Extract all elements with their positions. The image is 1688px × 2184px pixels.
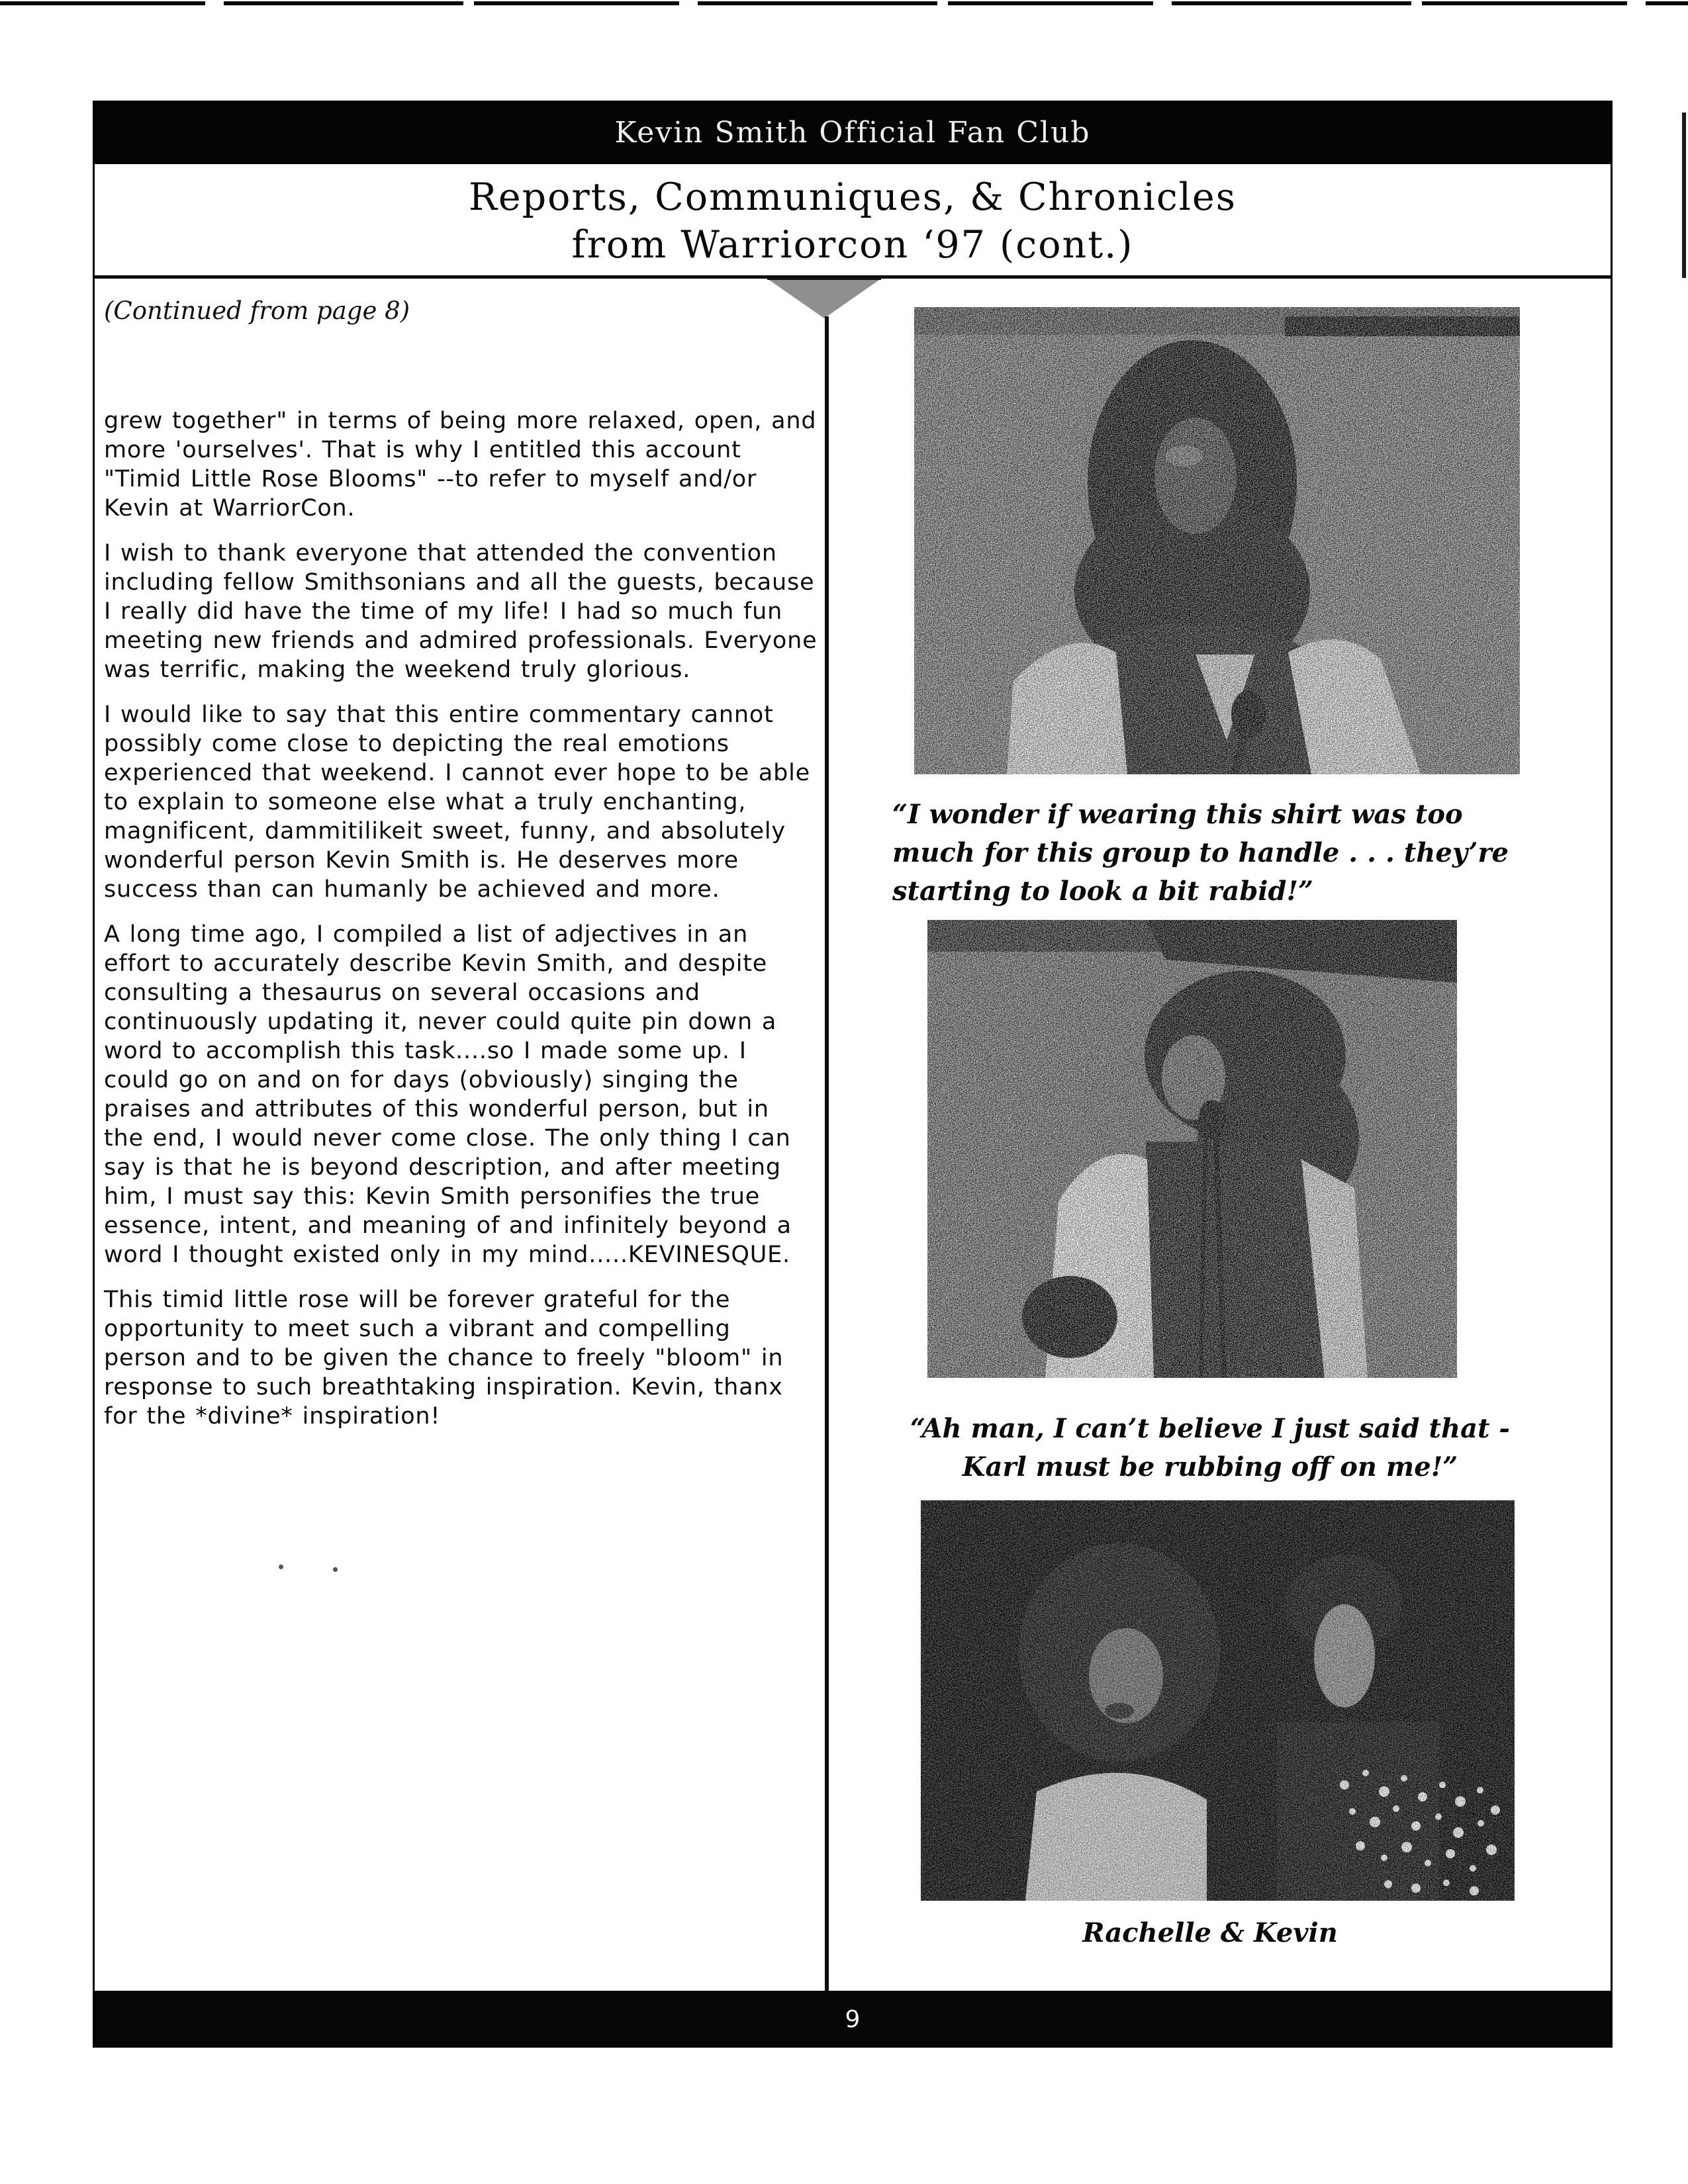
photo-rachelle-and-kevin [921,1500,1515,1901]
article-paragraph: A long time ago, I compiled a list of adjectives in an effort to accurately describe Kevin Smith, and despite consulting a thesaurus on several occasions and continuously updating it, never could quite pin down a word to accomplish this task....so I made some up. I could go on and on for days (obviously) singing the praises and attributes of this wonderful person, but in the end, I would never come close. The only thing I can say is that he is beyond description, and after meeting him, I must say this: Kevin Smith personifies the true essence, intent, and meaning of and infinitely beyond a word I thought existed only in my mind.....KEVINESQUE. [104,921,792,1268]
page-number: 9 [845,2005,861,2033]
scan-artifact-right [1682,113,1686,278]
photo-caption-2: “Ah man, I can’t believe I just said that - Karl must be rubbing off on me!” [910,1413,1511,1482]
column-divider [825,316,829,1992]
triangle-ornament-icon [767,279,881,318]
scan-artifact-top [0,1,1688,5]
article-paragraph: I would like to say that this entire commentary cannot possibly come close to depicting the real emotions experienced that weekend. I cannot ever hope to be able to explain to someone else what a truly enchanting, magnificent, dammitilikeit sweet, funny, and absolutely wonderful person Kevin Smith is. He deserves more success than can humanly be achieved and more. [104,702,811,903]
page-title-line2: from Warriorcon ‘97 (cont.) [571,223,1134,267]
page-title-line1: Reports, Communiques, & Chronicles [468,175,1237,219]
scan-speck [279,1565,283,1569]
page-frame [93,101,1613,2048]
photo-kevin-looking-down [927,920,1457,1378]
fan-club-title: Kevin Smith Official Fan Club [614,115,1091,150]
scan-speck [333,1567,338,1572]
photo-kevin-at-microphone [914,307,1520,774]
article-paragraph: I wish to thank everyone that attended the convention including fellow Smithsonians and all the guests, because I really did have the time of my life! I had so much fun meeting new friends and admired professionals. Everyone was terrific, making the weekend truly glorious. [104,540,818,683]
header-bar [95,101,1611,164]
footer-bar [95,1991,1611,2048]
photo-caption-3: Rachelle & Kevin [1082,1917,1338,1948]
article-paragraph: This timid little rose will be forever grateful for the opportunity to meet such a vibrant and compelling person and to be given the chance to freely "bloom" in response to such breathtaking inspiration. Kevin, thanx for the *divine* inspiration! [104,1287,784,1430]
article-text [104,406,818,1447]
continued-note: (Continued from page 8) [104,296,410,325]
photo-caption-1: “I wonder if wearing this shirt was too much for this group to handle . . . they’re starting to look a bit rabid!” [892,799,1509,907]
title-block [95,164,1611,277]
article-paragraph: grew together" in terms of being more relaxed, open, and more 'ourselves'. That is why I entitled this account "Timid Little Rose Blooms" --to refer to myself and/or Kevin at WarriorCon. [104,408,817,522]
